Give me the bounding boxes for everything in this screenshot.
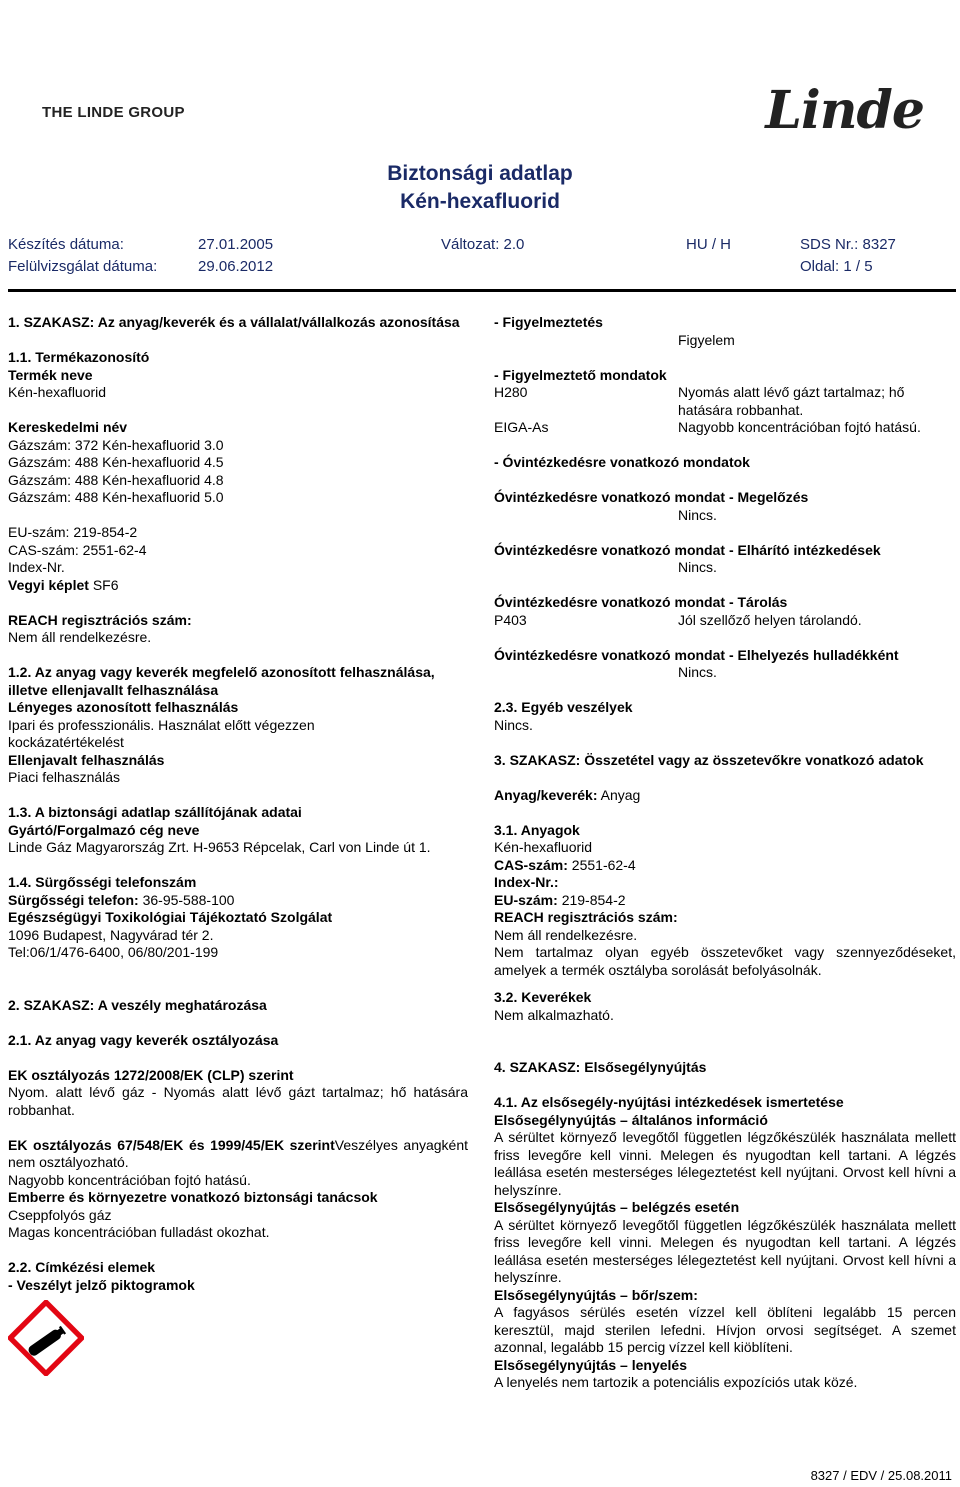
section-4-1-title: 4.1. Az elsősegély-nyújtási intézkedések ismertetése	[494, 1094, 844, 1110]
response-value: Nincs.	[678, 559, 717, 575]
right-column	[494, 314, 956, 1392]
reach-label: REACH regisztrációs szám:	[8, 611, 192, 628]
header-rule	[8, 289, 956, 292]
section-1-1-title: 1.1. Termékazonosító	[8, 349, 150, 365]
index-number: Index-Nr.	[8, 559, 65, 575]
eiga-text: Nagyobb koncentrációban fojtó hatású.	[678, 419, 921, 435]
section-1-4-title: 1.4. Sürgősségi telefonszám	[8, 874, 197, 890]
eu-value: 219-854-2	[561, 891, 626, 908]
prevention-value: Nincs.	[678, 506, 717, 523]
response-label: Óvintézkedésre vonatkozó mondat - Elhárító intézkedések	[494, 541, 881, 558]
product-name: Kén-hexafluorid	[8, 384, 107, 400]
substance-reach: Nem áll rendelkezésre.	[494, 926, 638, 943]
eu-number: EU-szám: 219-854-2	[8, 524, 138, 540]
section-3-2-title: 3.2. Keverékek	[494, 989, 592, 1005]
page-number: Oldal: 1 / 5	[800, 258, 873, 275]
linde-logo: Linde	[765, 80, 924, 141]
substance-index: Index-Nr.:	[494, 874, 559, 890]
language: HU / H	[686, 236, 731, 253]
trade-name-label: Kereskedelmi név	[8, 419, 128, 435]
first-aid-general: A sérültet környező levegőtől független légzőkészülék használata mellett friss levegőre kell vinni. Melegen és nyugodtan kell tartani. A légzés leállása esetén mesterséges lélegeztetést kell nyújtani. Orvost kell hívni a helyszínre.	[494, 1129, 956, 1198]
storage-label: Óvintézkedésre vonatkozó mondat - Tárolás	[494, 594, 788, 610]
substance-cas	[494, 857, 956, 875]
ghs04-gas-cylinder-icon	[8, 1300, 84, 1376]
signal-word: Figyelem	[678, 331, 735, 348]
first-aid-inhalation: A sérültet környező levegőtől független légzőkészülék használata mellett friss levegőre kell vinni. Melegen és nyugodtan kell tartani. A légzés leállása esetén mesterséges lélegeztetést kell nyújtani. Orvost kell hívni a helyszínre.	[494, 1216, 956, 1285]
h280-text: Nyomás alatt lévő gázt tartalmaz; hő hatására robbanhat.	[678, 384, 905, 418]
disposal-label: Óvintézkedésre vonatkozó mondat - Elhelyezés hulladékként	[494, 646, 899, 663]
precautionary-statements-label: - Óvintézkedésre vonatkozó mondatok	[494, 454, 750, 470]
prep-date-label: Készítés dátuma:	[8, 236, 124, 253]
substance-mixture	[494, 787, 956, 805]
ek-classification-note: Nagyobb koncentrációban fojtó hatású.	[8, 1171, 251, 1188]
chemical-formula	[8, 577, 468, 595]
version: Változat: 2.0	[441, 236, 525, 253]
pictogram-label: - Veszélyt jelző piktogramok	[8, 1276, 195, 1293]
section-1-title: 1. SZAKASZ: Az anyag/keverék és a vállalat/vállalkozás azonosítása	[8, 314, 460, 330]
review-date: 29.06.2012	[198, 258, 274, 275]
not-recommended-use: Piaci felhasználás	[8, 769, 121, 785]
substance-name: Kén-hexafluorid	[494, 839, 593, 855]
substance-mixture-label: Anyag/keverék:	[494, 786, 598, 803]
first-aid-general-label: Elsősegélynyújtás – általános információ	[494, 1111, 768, 1128]
first-aid-ingestion: A lenyelés nem tartozik a potenciális expozíciós utak közé.	[494, 1374, 858, 1390]
other-hazards: Nincs.	[494, 716, 533, 733]
first-aid-inhalation-label: Elsősegélynyújtás – belégzés esetén	[494, 1199, 740, 1215]
relevant-use-line: Ipari és professzionális. Használat előtt végezzen	[8, 716, 315, 733]
section-4-title: 4. SZAKASZ: Elsősegélynyújtás	[494, 1059, 707, 1075]
first-aid-skin-eye: A fagyásos sérülés esetén vízzel kell öblíteni legalább 15 percen keresztül, majd sterilen lefedni. Hívjon orvosi segítséget. A szemet azonnal, legalább 15 percig vízzel kell kiöblíteni.	[494, 1304, 956, 1355]
reach-value: Nem áll rendelkezésre.	[8, 629, 152, 645]
signal-word-label: - Figyelmeztetés	[494, 314, 603, 330]
left-column	[8, 314, 468, 1381]
emergency-phone-label: Sürgősségi telefon:	[8, 891, 139, 908]
eiga-code: EIGA-As	[494, 419, 549, 435]
substance-eu	[494, 892, 956, 910]
ek-classification	[8, 1137, 468, 1172]
section-2-3-title: 2.3. Egyéb veszélyek	[494, 699, 633, 715]
cas-value: 2551-62-4	[571, 856, 636, 873]
clp-classification-label: EK osztályozás 1272/2008/EK (CLP) szerint	[8, 1066, 294, 1083]
section-1-2-title: 1.2. Az anyag vagy keverék megfelelő azonosított felhasználása, illetve ellenjavallt felhasználása	[8, 664, 435, 698]
first-aid-ingestion-label: Elsősegélynyújtás – lenyelés	[494, 1356, 687, 1373]
section-3-title: 3. SZAKASZ: Összetétel vagy az összetevőkre vonatkozó adatok	[494, 751, 924, 768]
storage-statement-p403	[494, 612, 956, 630]
p403-code: P403	[494, 611, 527, 628]
prevention-label: Óvintézkedésre vonatkozó mondat - Megelőzés	[494, 489, 809, 505]
ek-classification-label: EK osztályozás 67/548/EK és 1999/45/EK szerint	[8, 1136, 335, 1153]
h280-code: H280	[494, 384, 528, 400]
substance-mixture-value: Anyag	[600, 786, 641, 803]
hazard-statement-h280	[494, 384, 956, 419]
supplier: Linde Gáz Magyarország Zrt. H-9653 Répcelak, Carl von Linde út 1.	[8, 839, 431, 855]
hazard-statements-label: - Figyelmeztető mondatok	[494, 366, 667, 383]
product-name-label: Termék neve	[8, 366, 93, 383]
trade-name: Gázszám: 488 Kén-hexafluorid 5.0	[8, 489, 224, 505]
document-title: Biztonsági adatlap	[387, 162, 573, 185]
cas-label: CAS-szám:	[494, 856, 568, 873]
prep-date: 27.01.2005	[198, 236, 274, 253]
substance-note: Nem tartalmaz olyan egyéb összetevőket vagy szennyeződéseket, amelyek a termék osztályba sorolását befolyásolnák.	[494, 944, 956, 978]
disposal-value: Nincs.	[678, 664, 717, 680]
toxicology-address: 1096 Budapest, Nagyvárad tér 2.	[8, 926, 214, 943]
relevant-use-label: Lényeges azonosított felhasználás	[8, 699, 239, 715]
formula-value: SF6	[92, 576, 119, 593]
section-1-3-title: 1.3. A biztonsági adatlap szállítójának adatai	[8, 804, 302, 820]
sds-number: SDS Nr.: 8327	[800, 236, 896, 253]
toxicology-service-label: Egészségügyi Toxikológiai Tájékoztató Szolgálat	[8, 909, 333, 925]
review-date-label: Felülvizsgálat dátuma:	[8, 258, 158, 275]
section-2-title: 2. SZAKASZ: A veszély meghatározása	[8, 996, 267, 1013]
footer-reference: 8327 / EDV / 25.08.2011	[810, 1468, 952, 1483]
toxicology-phone: Tel:06/1/476-6400, 06/80/201-199	[8, 944, 219, 960]
section-2-2-title: 2.2. Címkézési elemek	[8, 1259, 156, 1275]
section-2-1-title: 2.1. Az anyag vagy keverék osztályozása	[8, 1031, 279, 1048]
formula-label: Vegyi képlet	[8, 576, 89, 593]
trade-name: Gázszám: 372 Kén-hexafluorid 3.0	[8, 436, 224, 453]
hazard-statement-eiga	[494, 419, 956, 437]
emergency-phone	[8, 892, 468, 910]
eu-label: EU-szám:	[494, 891, 558, 908]
document-subtitle: Kén-hexafluorid	[400, 190, 560, 213]
emergency-phone-value: 36-95-588-100	[142, 891, 235, 908]
ek-classification-text: Veszélyes anyagként nem osztályozható.	[8, 1136, 469, 1170]
trade-name: Gázszám: 488 Kén-hexafluorid 4.8	[8, 471, 224, 488]
safety-advice: Magas koncentrációban fulladást okozhat.	[8, 1224, 270, 1240]
mixtures-value: Nem alkalmazható.	[494, 1006, 614, 1023]
safety-advice-label: Emberre és környezetre vonatkozó biztonsági tanácsok	[8, 1189, 378, 1205]
clp-classification: Nyom. alatt lévő gáz - Nyomás alatt lévő gázt tartalmaz; hő hatására robbanhat.	[8, 1084, 468, 1118]
first-aid-skin-eye-label: Elsősegélynyújtás – bőr/szem:	[494, 1286, 698, 1303]
substance-reach-label: REACH regisztrációs szám:	[494, 909, 678, 925]
not-recommended-use-label: Ellenjavalt felhasználás	[8, 751, 165, 768]
supplier-label: Gyártó/Forgalmazó cég neve	[8, 821, 200, 838]
trade-name: Gázszám: 488 Kén-hexafluorid 4.5	[8, 454, 224, 470]
relevant-use-line: kockázatértékelést	[8, 734, 124, 750]
safety-advice: Cseppfolyós gáz	[8, 1206, 112, 1223]
section-3-1-title: 3.1. Anyagok	[494, 821, 580, 838]
p403-text: Jól szellőző helyen tárolandó.	[678, 611, 862, 628]
cas-number: CAS-szám: 2551-62-4	[8, 541, 147, 558]
linde-group-logo-text: THE LINDE GROUP	[42, 104, 185, 121]
